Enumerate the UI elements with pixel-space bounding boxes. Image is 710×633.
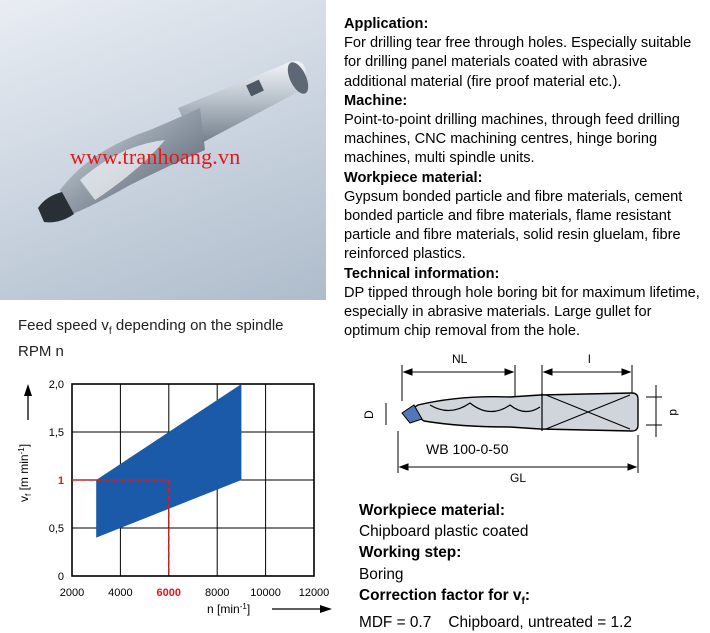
feed-speed-chart bbox=[0, 360, 340, 626]
correction-sub: f bbox=[521, 595, 525, 607]
info-heading-workpiece: Workpiece material: bbox=[359, 502, 505, 519]
y-tick-label: 1 bbox=[57, 475, 64, 487]
dim-label-d-lower: d bbox=[667, 409, 681, 416]
x-axis-arrow bbox=[272, 605, 332, 613]
spec-text-technical: DP tipped through hole boring bit for maximum lifetime, especially in abrasive materials. Large gullet for optimum chip removal from the hole. bbox=[344, 284, 700, 340]
y-tick-labels bbox=[49, 379, 64, 583]
caption-sub: f bbox=[108, 326, 112, 337]
correction-colon: : bbox=[524, 586, 530, 604]
y-tick-label: 0 bbox=[57, 571, 64, 583]
x-axis-label: n $[\min^{-1}]$ bbox=[207, 602, 251, 616]
info-heading-step: Working step: bbox=[359, 544, 462, 562]
dim-label-gl: GL bbox=[510, 471, 527, 485]
x-tick-label: 2000 bbox=[59, 587, 85, 599]
caption-line2: RPM n bbox=[18, 343, 64, 360]
x-tick-label: 10000 bbox=[250, 587, 281, 599]
spec-heading-application: Application: bbox=[344, 16, 429, 32]
application-info bbox=[359, 500, 709, 633]
info-text-step: Boring bbox=[359, 565, 404, 583]
dim-label-nl: NL bbox=[452, 352, 468, 366]
x-tick-label: 6000 bbox=[156, 587, 182, 599]
specification-text bbox=[344, 15, 710, 341]
spec-text-workpiece: Gypsum bonded particle and fibre materials, cement bonded particle and fibre materials, flame resistant particle and fibre materials, solid resin gluelam, fibre reinforced plastics. bbox=[344, 188, 683, 263]
info-text-correction: MDF = 0.7 Chipboard, untreated = 1.2 bbox=[359, 614, 632, 632]
x-tick-label: 4000 bbox=[108, 587, 133, 599]
model-label: WB 100-0-50 bbox=[426, 441, 509, 457]
correction-label: Correction factor for v bbox=[359, 586, 522, 604]
dim-label-l: l bbox=[588, 352, 591, 366]
y-tick-label: 2,0 bbox=[48, 379, 64, 391]
y-axis-label: $v_f$ [m $\min^{-1}$] bbox=[17, 443, 33, 502]
drill-outline bbox=[402, 393, 638, 431]
spec-heading-machine: Machine: bbox=[344, 92, 408, 109]
x-tick-label: 8000 bbox=[204, 587, 230, 599]
drill-dimension-diagram bbox=[360, 345, 710, 485]
info-text-workpiece: Chipboard plastic coated bbox=[359, 523, 529, 541]
spec-text-machine: Point-to-point drilling machines, through feed drilling machines, CNC machining centres, hinge boring machines, multi spindle units. bbox=[344, 112, 680, 167]
chart-caption bbox=[18, 316, 328, 362]
spec-text-application: For drilling tear free through holes. Especially suitable for drilling panel materials coated with abrasive additional material (fire proof material etc.). bbox=[344, 35, 692, 90]
y-tick-label: 0,5 bbox=[48, 523, 64, 535]
caption-part: Feed speed v bbox=[18, 317, 109, 334]
spec-heading-technical: Technical information: bbox=[344, 265, 500, 282]
info-heading-correction bbox=[359, 585, 709, 612]
spec-heading-workpiece: Workpiece material: bbox=[344, 169, 483, 186]
watermark: www.tranhoang.vn bbox=[70, 144, 241, 169]
y-axis-arrow bbox=[24, 384, 32, 420]
x-tick-labels bbox=[60, 587, 330, 599]
x-tick-label: 12000 bbox=[298, 587, 330, 599]
y-tick-label: 1,5 bbox=[48, 427, 64, 439]
caption-part: depending on the spindle bbox=[111, 317, 284, 334]
dim-label-d-upper: D bbox=[362, 410, 376, 419]
